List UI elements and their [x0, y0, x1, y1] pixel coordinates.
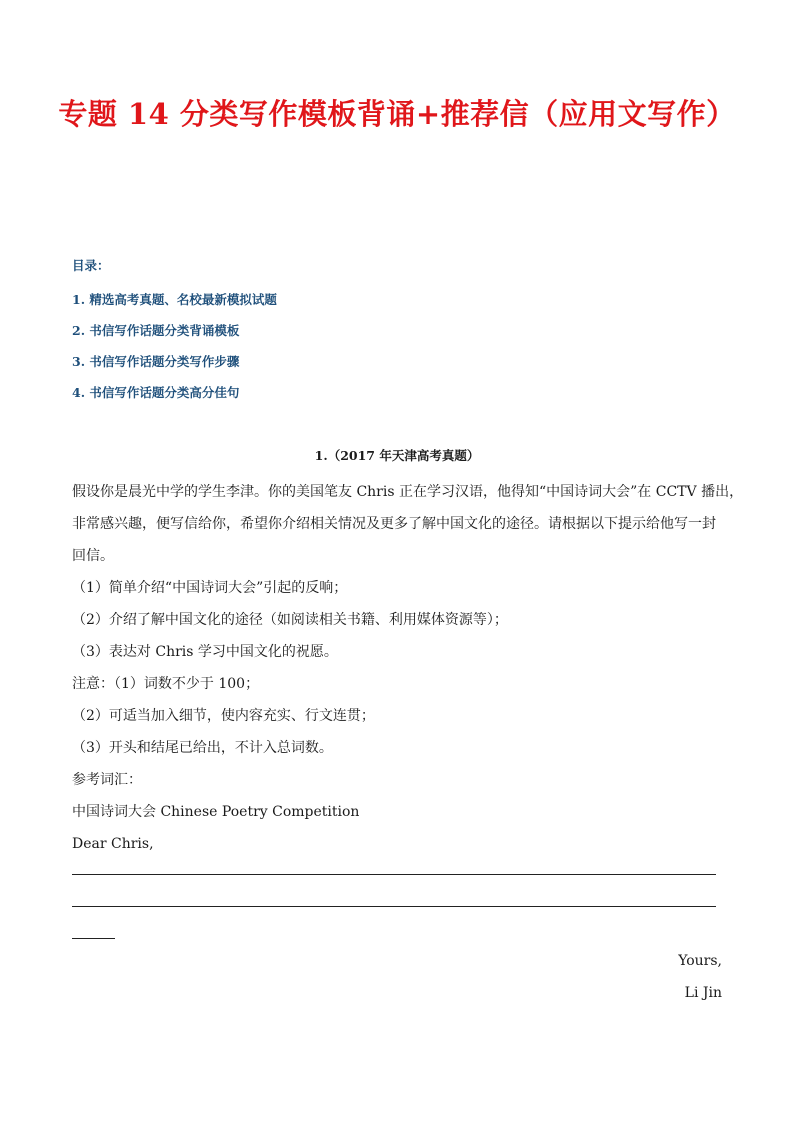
question-line: （3）表达对 Chris 学习中国文化的祝愿。 — [72, 644, 338, 660]
toc-item: 4. 书信写作话题分类高分佳句 — [72, 385, 240, 400]
answer-line — [72, 874, 716, 875]
question-line: 注意：（1）词数不少于 100； — [72, 676, 260, 692]
question-line: 回信。 — [72, 548, 114, 564]
question-heading: 1.（2017 年天津高考真题） — [314, 448, 480, 463]
question-line: （2）可适当加入细节，使内容充实、行文连贯； — [72, 708, 375, 724]
question-line: 假设你是晨光中学的学生李津。你的美国笔友 Chris 正在学习汉语，他得知“中国诗词大会”在 CCTV 播出， — [72, 484, 744, 500]
answer-line-end — [72, 938, 115, 939]
toc-item: 3. 书信写作话题分类写作步骤 — [72, 354, 240, 369]
toc-label: 目录： — [72, 258, 110, 273]
question-line: 参考词汇： — [72, 772, 142, 788]
page-title: 专题 14 分类写作模板背诵+推荐信（应用文写作） — [58, 97, 736, 131]
question-line: 非常感兴趣，便写信给你，希望你介绍相关情况及更多了解中国文化的途径。请根据以下提示给他写一封 — [72, 516, 716, 532]
closing-name: Li Jin — [684, 985, 722, 1001]
question-line: （2）介绍了解中国文化的途径（如阅读相关书籍、利用媒体资源等）； — [72, 612, 508, 628]
question-line: 中国诗词大会 Chinese Poetry Competition — [72, 804, 360, 820]
question-line: （3）开头和结尾已给出，不计入总词数。 — [72, 740, 333, 756]
question-line: （1）简单介绍“中国诗词大会”引起的反响； — [72, 580, 348, 596]
table-of-contents — [72, 256, 277, 416]
toc-item: 1. 精选高考真题、名校最新模拟试题 — [72, 292, 277, 307]
salutation: Dear Chris, — [72, 836, 154, 852]
closing-yours: Yours, — [678, 953, 722, 969]
answer-line — [72, 906, 716, 907]
question-body — [72, 476, 744, 860]
toc-item: 2. 书信写作话题分类背诵模板 — [72, 323, 240, 338]
